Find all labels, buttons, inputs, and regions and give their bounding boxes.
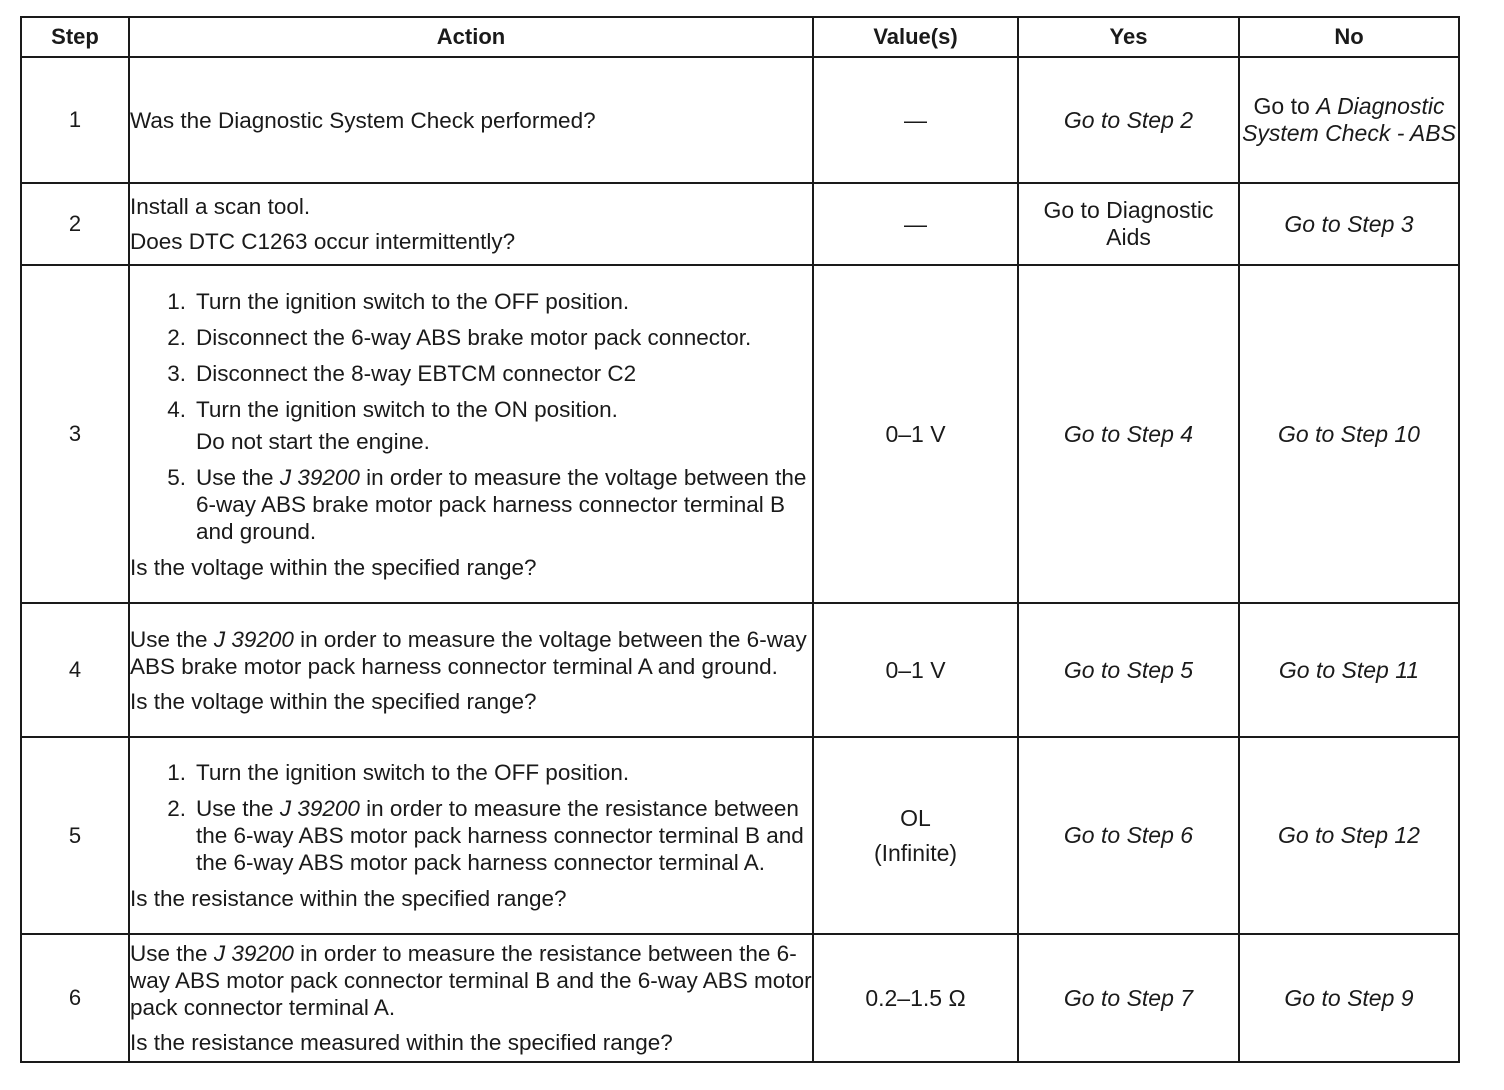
- yes-link[interactable]: Go to Step 5: [1018, 603, 1239, 737]
- value-cell: [813, 737, 1018, 934]
- action-question: Is the voltage within the specified range?: [130, 688, 537, 714]
- step-list: [130, 288, 812, 545]
- value-primary: OL: [900, 804, 931, 831]
- list-subnote: Do not start the engine.: [196, 428, 430, 454]
- tool-reference: J 39200: [279, 796, 360, 821]
- list-number: 2.: [167, 796, 186, 821]
- action-question: Is the voltage within the specified range?: [130, 554, 537, 580]
- step-list: [130, 759, 812, 876]
- step-number: 4: [21, 603, 129, 737]
- value-cell: 0.2–1.5 Ω: [813, 934, 1018, 1062]
- action-cell: [129, 265, 813, 603]
- no-link[interactable]: Go to Step 10: [1239, 265, 1459, 603]
- action-instruction: Use the J 39200 in order to measure the voltage between the 6-way ABS brake motor pack harness connector terminal A and ground.: [130, 626, 807, 679]
- action-instruction: Use the J 39200 in order to measure the resistance between the 6-way ABS motor pack connector terminal B and the 6-way ABS motor pack connector terminal A.: [130, 941, 812, 1020]
- no-link[interactable]: Go to Step 9: [1239, 934, 1459, 1062]
- header-no: No: [1239, 17, 1459, 57]
- list-number: 2.: [167, 324, 186, 350]
- value-cell: —: [813, 183, 1018, 265]
- table-row: [21, 265, 1459, 603]
- no-prefix: Go to: [1253, 93, 1310, 119]
- list-number: 3.: [167, 360, 186, 386]
- header-step: Step: [21, 17, 129, 57]
- header-yes: Yes: [1018, 17, 1239, 57]
- yes-link[interactable]: Go to Step 6: [1018, 737, 1239, 934]
- no-link[interactable]: Go to Step 12: [1239, 737, 1459, 934]
- list-item: [130, 324, 812, 351]
- step-number: 6: [21, 934, 129, 1062]
- yes-link[interactable]: Go to Diagnostic Aids: [1018, 183, 1239, 265]
- diagnostic-table: [20, 16, 1460, 1063]
- list-text: in order to measure the voltage between the 6-way ABS brake motor pack harness connector terminal B and ground.: [196, 464, 807, 544]
- value-secondary: (Infinite): [873, 839, 958, 866]
- header-action: Action: [129, 17, 813, 57]
- action-question: Was the Diagnostic System Check performed?: [130, 107, 596, 133]
- action-cell: [129, 183, 813, 265]
- no-link[interactable]: Go to Step 11: [1239, 603, 1459, 737]
- step-number: 1: [21, 57, 129, 183]
- list-number: 1.: [167, 288, 186, 314]
- header-values: Value(s): [813, 17, 1018, 57]
- value-cell: 0–1 V: [813, 265, 1018, 603]
- table-row: [21, 934, 1459, 1062]
- list-item: [130, 360, 812, 387]
- value-cell: —: [813, 57, 1018, 183]
- list-text: in order to measure the resistance between the 6-way ABS motor pack harness connector terminal B and the 6-way ABS motor pack harness connector terminal A.: [196, 796, 804, 875]
- no-link[interactable]: Go to Step 3: [1239, 183, 1459, 265]
- yes-link[interactable]: Go to Step 7: [1018, 934, 1239, 1062]
- list-item: [130, 759, 812, 786]
- list-item: [130, 288, 812, 315]
- list-text: Turn the ignition switch to the OFF position.: [196, 288, 630, 314]
- no-cell[interactable]: [1239, 57, 1459, 183]
- list-text: Turn the ignition switch to the OFF position.: [196, 760, 630, 785]
- header-row: [21, 17, 1459, 57]
- list-item: [130, 795, 812, 876]
- tool-reference: J 39200: [279, 464, 360, 490]
- action-question: Is the resistance within the specified range?: [130, 886, 567, 911]
- tool-reference: J 39200: [213, 941, 294, 966]
- yes-link[interactable]: Go to Step 2: [1018, 57, 1239, 183]
- action-cell: [129, 737, 813, 934]
- table-row: [21, 737, 1459, 934]
- action-instruction: Install a scan tool.: [130, 194, 311, 219]
- list-text: Use the: [196, 796, 274, 821]
- list-text: Disconnect the 8-way EBTCM connector C2: [196, 360, 637, 386]
- list-number: 5.: [167, 464, 186, 490]
- list-item: [130, 396, 812, 423]
- action-question: Is the resistance measured within the specified range?: [130, 1030, 673, 1055]
- list-text: Turn the ignition switch to the ON position.: [196, 396, 618, 422]
- table-row: [21, 603, 1459, 737]
- value-cell: 0–1 V: [813, 603, 1018, 737]
- list-number: 4.: [167, 396, 186, 422]
- step-number: 3: [21, 265, 129, 603]
- list-number: 1.: [167, 760, 186, 785]
- step-number: 2: [21, 183, 129, 265]
- yes-link[interactable]: Go to Step 4: [1018, 265, 1239, 603]
- table-row: [21, 57, 1459, 183]
- list-text: Disconnect the 6-way ABS brake motor pack connector.: [196, 324, 752, 350]
- tool-reference: J 39200: [213, 626, 294, 652]
- action-cell: [129, 934, 813, 1062]
- no-link[interactable]: A Diagnostic System Check - ABS: [1242, 93, 1456, 146]
- action-question: Does DTC C1263 occur intermittently?: [130, 229, 516, 254]
- table-row: [21, 183, 1459, 265]
- action-cell: [129, 57, 813, 183]
- action-cell: [129, 603, 813, 737]
- list-text: Use the: [196, 464, 274, 490]
- step-number: 5: [21, 737, 129, 934]
- list-item: [130, 464, 812, 545]
